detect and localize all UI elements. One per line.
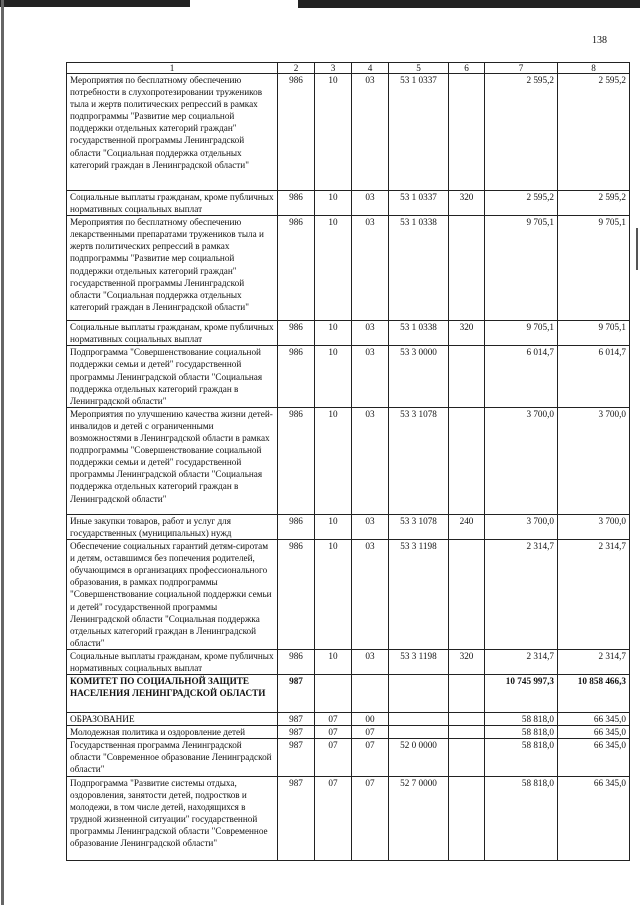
header-col-1: 1 bbox=[67, 63, 278, 74]
cell-name: КОМИТЕТ ПО СОЦИАЛЬНОЙ ЗАЩИТЕ НАСЕЛЕНИЯ ЛЕНИНГРАДСКОЙ ОБЛАСТИ bbox=[67, 675, 278, 713]
cell-expense-type bbox=[449, 407, 485, 514]
cell-expense-type: 320 bbox=[449, 649, 485, 674]
cell-name: ОБРАЗОВАНИЕ bbox=[67, 713, 278, 726]
cell-amount-1: 9 705,1 bbox=[485, 321, 558, 346]
cell-amount-1: 3 700,0 bbox=[485, 514, 558, 539]
cell-section: 10 bbox=[315, 649, 352, 674]
cell-amount-2: 10 858 466,3 bbox=[558, 675, 630, 713]
cell-target-article: 53 1 0338 bbox=[389, 216, 449, 321]
table-header-row bbox=[67, 63, 630, 74]
table-row bbox=[67, 726, 630, 739]
cell-expense-type bbox=[449, 726, 485, 739]
cell-name: Подпрограмма "Совершенствование социальной поддержки семьи и детей" государственной программы Ленинградской области "Социальная поддержка отдельных категорий граждан в Ленинградской области" bbox=[67, 346, 278, 407]
header-col-5: 5 bbox=[389, 63, 449, 74]
cell-grbs: 987 bbox=[278, 726, 315, 739]
table-row bbox=[67, 407, 630, 514]
cell-target-article bbox=[389, 713, 449, 726]
cell-name: Социальные выплаты гражданам, кроме публичных нормативных социальных выплат bbox=[67, 321, 278, 346]
cell-grbs: 987 bbox=[278, 675, 315, 713]
cell-expense-type bbox=[449, 74, 485, 191]
cell-amount-2: 66 345,0 bbox=[558, 739, 630, 776]
cell-amount-1: 2 314,7 bbox=[485, 540, 558, 650]
cell-expense-type bbox=[449, 216, 485, 321]
header-col-6: 6 bbox=[449, 63, 485, 74]
cell-grbs: 987 bbox=[278, 713, 315, 726]
cell-subsection: 03 bbox=[352, 540, 389, 650]
cell-expense-type bbox=[449, 713, 485, 726]
cell-subsection: 07 bbox=[352, 726, 389, 739]
cell-target-article: 53 1 0337 bbox=[389, 191, 449, 216]
cell-subsection: 03 bbox=[352, 649, 389, 674]
cell-amount-1: 9 705,1 bbox=[485, 216, 558, 321]
cell-name: Государственная программа Ленинградской области "Современное образование Ленинградской области" bbox=[67, 739, 278, 776]
cell-section: 10 bbox=[315, 540, 352, 650]
cell-amount-2: 3 700,0 bbox=[558, 514, 630, 539]
cell-section: 07 bbox=[315, 776, 352, 860]
cell-amount-1: 2 314,7 bbox=[485, 649, 558, 674]
cell-expense-type bbox=[449, 540, 485, 650]
cell-target-article bbox=[389, 675, 449, 713]
cell-section: 07 bbox=[315, 713, 352, 726]
cell-amount-1: 58 818,0 bbox=[485, 776, 558, 860]
cell-section: 10 bbox=[315, 191, 352, 216]
cell-target-article bbox=[389, 726, 449, 739]
cell-subsection: 03 bbox=[352, 191, 389, 216]
cell-expense-type bbox=[449, 776, 485, 860]
budget-table bbox=[66, 62, 630, 861]
cell-grbs: 986 bbox=[278, 216, 315, 321]
cell-amount-2: 9 705,1 bbox=[558, 321, 630, 346]
cell-section: 10 bbox=[315, 216, 352, 321]
cell-expense-type: 320 bbox=[449, 191, 485, 216]
cell-expense-type bbox=[449, 346, 485, 407]
cell-expense-type bbox=[449, 675, 485, 713]
cell-expense-type: 320 bbox=[449, 321, 485, 346]
cell-amount-2: 9 705,1 bbox=[558, 216, 630, 321]
header-col-7: 7 bbox=[485, 63, 558, 74]
cell-name: Социальные выплаты гражданам, кроме публичных нормативных социальных выплат bbox=[67, 191, 278, 216]
page-number: 138 bbox=[592, 35, 607, 46]
cell-target-article: 52 0 0000 bbox=[389, 739, 449, 776]
cell-section: 07 bbox=[315, 739, 352, 776]
header-col-3: 3 bbox=[315, 63, 352, 74]
cell-amount-1: 2 595,2 bbox=[485, 191, 558, 216]
cell-subsection: 03 bbox=[352, 514, 389, 539]
table-row bbox=[67, 540, 630, 650]
table-row bbox=[67, 191, 630, 216]
cell-section: 10 bbox=[315, 74, 352, 191]
cell-section: 07 bbox=[315, 726, 352, 739]
table-row bbox=[67, 346, 630, 407]
table-row bbox=[67, 74, 630, 191]
cell-amount-1: 58 818,0 bbox=[485, 726, 558, 739]
cell-amount-2: 2 595,2 bbox=[558, 191, 630, 216]
table-row bbox=[67, 321, 630, 346]
table-row bbox=[67, 776, 630, 860]
cell-section: 10 bbox=[315, 346, 352, 407]
cell-subsection: 07 bbox=[352, 776, 389, 860]
cell-grbs: 987 bbox=[278, 739, 315, 776]
cell-grbs: 986 bbox=[278, 346, 315, 407]
cell-amount-2: 2 314,7 bbox=[558, 649, 630, 674]
cell-grbs: 987 bbox=[278, 776, 315, 860]
cell-name: Иные закупки товаров, работ и услуг для государственных (муниципальных) нужд bbox=[67, 514, 278, 539]
cell-section: 10 bbox=[315, 321, 352, 346]
cell-expense-type bbox=[449, 739, 485, 776]
table-row bbox=[67, 739, 630, 776]
cell-grbs: 986 bbox=[278, 74, 315, 191]
cell-amount-2: 6 014,7 bbox=[558, 346, 630, 407]
header-col-4: 4 bbox=[352, 63, 389, 74]
cell-amount-2: 2 314,7 bbox=[558, 540, 630, 650]
scan-border-left bbox=[1, 0, 4, 905]
cell-subsection: 03 bbox=[352, 74, 389, 191]
cell-target-article: 53 1 0337 bbox=[389, 74, 449, 191]
cell-amount-2: 66 345,0 bbox=[558, 776, 630, 860]
cell-subsection: 03 bbox=[352, 216, 389, 321]
scan-mark-right bbox=[636, 228, 638, 270]
cell-section: 10 bbox=[315, 407, 352, 514]
cell-grbs: 986 bbox=[278, 514, 315, 539]
table-row bbox=[67, 713, 630, 726]
cell-expense-type: 240 bbox=[449, 514, 485, 539]
cell-subsection: 07 bbox=[352, 739, 389, 776]
cell-grbs: 986 bbox=[278, 649, 315, 674]
table-row bbox=[67, 514, 630, 539]
cell-amount-2: 66 345,0 bbox=[558, 713, 630, 726]
cell-name: Молодежная политика и оздоровление детей bbox=[67, 726, 278, 739]
cell-amount-1: 3 700,0 bbox=[485, 407, 558, 514]
cell-name: Мероприятия по бесплатному обеспечению лекарственными препаратами тружеников тыла и жертв политических репрессий в рамках подпрограммы "Развитие мер социальной поддержки отдельных категорий граждан" государственной программы Ленинградской области "Социальная поддержка отдельных категорий граждан в Ленинградской области" bbox=[67, 216, 278, 321]
cell-target-article: 53 3 1198 bbox=[389, 649, 449, 674]
cell-target-article: 53 1 0338 bbox=[389, 321, 449, 346]
scan-border-top-left bbox=[0, 0, 190, 7]
cell-name: Подпрограмма "Развитие системы отдыха, оздоровления, занятости детей, подростков и молодежи, в том числе детей, находящихся в трудной жизненной ситуации" государственной программы Ленинградской области "Современное образование Ленинградской области" bbox=[67, 776, 278, 860]
cell-subsection: 03 bbox=[352, 321, 389, 346]
cell-grbs: 986 bbox=[278, 321, 315, 346]
cell-name: Обеспечение социальных гарантий детям-сиротам и детям, оставшимся без попечения родителей, обучающимся в организациях профессионального образования, в рамках подпрограммы "Совершенствование социальной поддержки семьи и детей" государственной программы Ленинградской области "Социальная поддержка отдельных категорий граждан в Ленинградской области" bbox=[67, 540, 278, 650]
table-row bbox=[67, 675, 630, 713]
cell-amount-1: 10 745 997,3 bbox=[485, 675, 558, 713]
cell-target-article: 53 3 0000 bbox=[389, 346, 449, 407]
header-col-8: 8 bbox=[558, 63, 630, 74]
cell-name: Мероприятия по улучшению качества жизни детей-инвалидов и детей с ограниченными возможностями в Ленинградской области в рамках подпрограммы "Совершенствование социальной поддержки семьи и детей" государственной программы Ленинградской области "Социальная поддержка отдельных категорий граждан в Ленинградской области" bbox=[67, 407, 278, 514]
cell-grbs: 986 bbox=[278, 407, 315, 514]
cell-subsection bbox=[352, 675, 389, 713]
cell-amount-1: 2 595,2 bbox=[485, 74, 558, 191]
cell-amount-1: 58 818,0 bbox=[485, 713, 558, 726]
cell-amount-2: 3 700,0 bbox=[558, 407, 630, 514]
table-row bbox=[67, 649, 630, 674]
cell-target-article: 52 7 0000 bbox=[389, 776, 449, 860]
cell-grbs: 986 bbox=[278, 191, 315, 216]
cell-amount-2: 66 345,0 bbox=[558, 726, 630, 739]
cell-target-article: 53 3 1078 bbox=[389, 514, 449, 539]
cell-target-article: 53 3 1198 bbox=[389, 540, 449, 650]
cell-amount-1: 58 818,0 bbox=[485, 739, 558, 776]
header-col-2: 2 bbox=[278, 63, 315, 74]
cell-target-article: 53 3 1078 bbox=[389, 407, 449, 514]
cell-subsection: 03 bbox=[352, 346, 389, 407]
table-row bbox=[67, 216, 630, 321]
cell-amount-2: 2 595,2 bbox=[558, 74, 630, 191]
cell-grbs: 986 bbox=[278, 540, 315, 650]
cell-name: Мероприятия по бесплатному обеспечению потребности в слухопротезировании тружеников тыла и жертв политических репрессий в рамках подпрограммы "Развитие мер социальной поддержки отдельных категорий граждан" государственной программы Ленинградской области "Социальная поддержка отдельных категорий граждан в Ленинградской области" bbox=[67, 74, 278, 191]
cell-subsection: 00 bbox=[352, 713, 389, 726]
cell-section: 10 bbox=[315, 514, 352, 539]
cell-amount-1: 6 014,7 bbox=[485, 346, 558, 407]
scan-border-top-right bbox=[298, 0, 640, 8]
cell-section bbox=[315, 675, 352, 713]
cell-subsection: 03 bbox=[352, 407, 389, 514]
cell-name: Социальные выплаты гражданам, кроме публичных нормативных социальных выплат bbox=[67, 649, 278, 674]
